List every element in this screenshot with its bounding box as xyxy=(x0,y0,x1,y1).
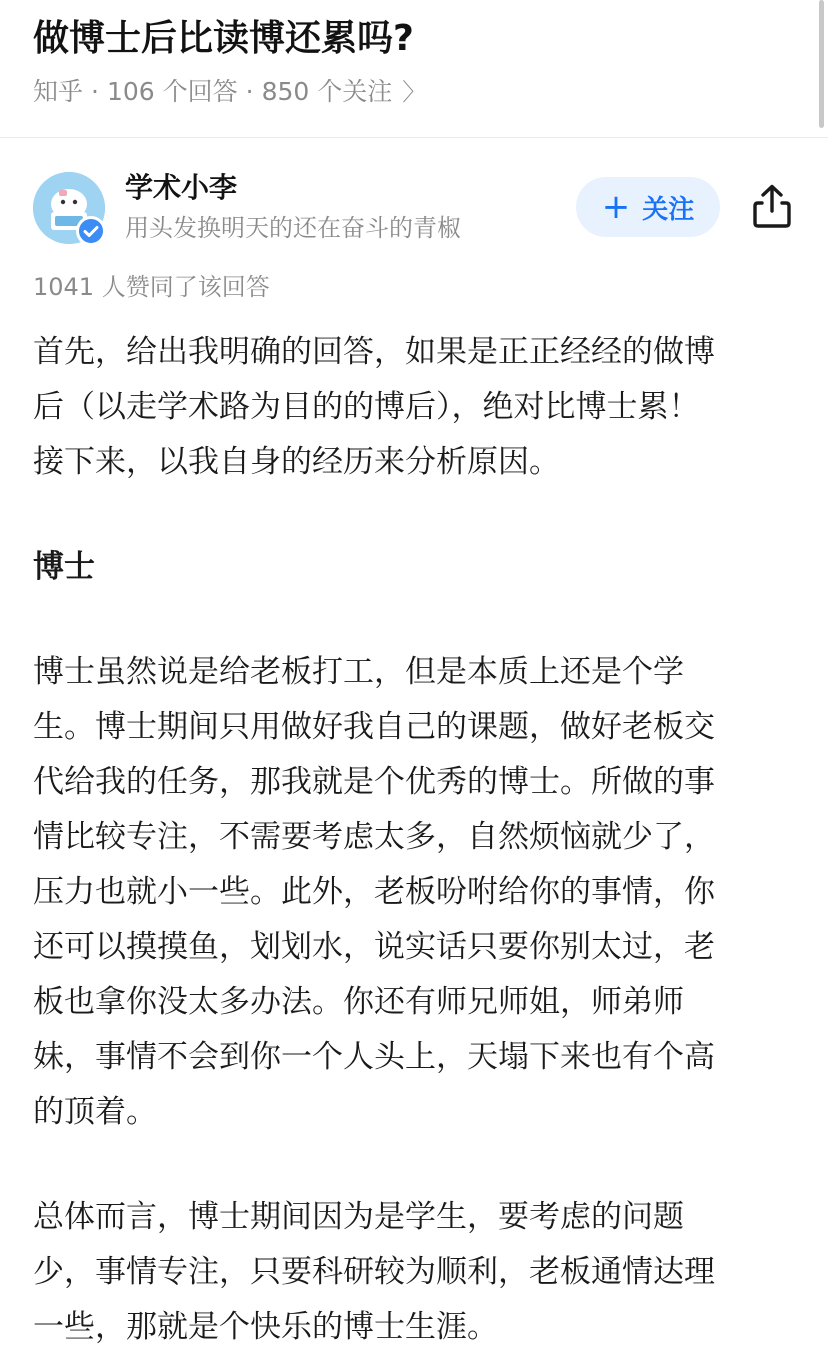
question-header xyxy=(0,0,828,138)
share-icon[interactable] xyxy=(750,183,794,229)
text-line: 板也拿你没太多办法。你还有师兄师姐，师弟师 xyxy=(33,984,684,1020)
follow-button[interactable] xyxy=(576,177,720,237)
text-line: 后（以走学术路为目的的博后），绝对比博士累！ xyxy=(33,389,700,425)
text-line: 总体而言，博士期间因为是学生，要考虑的问题 xyxy=(33,1199,684,1235)
question-source: 知乎 xyxy=(33,77,84,106)
follower-count: 850 个关注 xyxy=(261,77,393,106)
section-heading xyxy=(33,540,799,595)
text-line: 的顶着。 xyxy=(33,1094,157,1130)
text-line: 代给我的任务，那我就是个优秀的博士。所做的事 xyxy=(33,764,715,800)
meta-separator: · xyxy=(245,77,254,106)
text-line: 接下来，以我自身的经历来分析原因。 xyxy=(33,444,560,480)
paragraph xyxy=(33,325,799,490)
text-line: 情比较专注，不需要考虑太多，自然烦恼就少了， xyxy=(33,819,715,855)
question-meta[interactable] xyxy=(33,72,426,112)
answer-count: 106 个回答 xyxy=(106,77,238,106)
text-line: 压力也就小一些。此外，老板吩咐给你的事情，你 xyxy=(33,874,715,910)
paragraph xyxy=(33,1190,799,1355)
question-title[interactable]: 做博士后比读博还累吗? xyxy=(33,18,414,59)
plus-icon: + xyxy=(601,187,631,227)
text-line: 首先，给出我明确的回答，如果是正正经经的做博 xyxy=(33,334,715,370)
text-line: 博士虽然说是给老板打工，但是本质上还是个学 xyxy=(33,654,684,690)
text-line: 一些，那就是个快乐的博士生涯。 xyxy=(33,1309,498,1345)
paragraph xyxy=(33,645,799,1140)
text-line: 还可以摸摸鱼，划划水，说实话只要你别太过，老 xyxy=(33,929,715,965)
answer-content xyxy=(33,325,799,1355)
verified-badge-icon xyxy=(76,216,106,246)
scrollbar[interactable] xyxy=(819,0,824,128)
author-name[interactable]: 学术小李 xyxy=(125,171,238,204)
text-line: 妹，事情不会到你一个人头上，天塌下来也有个高 xyxy=(33,1039,715,1075)
vote-count: 1041 人赞同了该回答 xyxy=(33,273,270,301)
text-line: 生。博士期间只用做好我自己的课题，做好老板交 xyxy=(33,709,715,745)
author-bio: 用头发换明天的还在奋斗的青椒 xyxy=(125,214,461,242)
chevron-right-icon: 〉 xyxy=(402,78,427,106)
follow-button-label: 关注 xyxy=(642,194,695,225)
text-line: 少，事情专注，只要科研较为顺利，老板通情达理 xyxy=(33,1254,715,1290)
meta-separator: · xyxy=(91,77,99,106)
heading-text: 博士 xyxy=(33,549,95,585)
